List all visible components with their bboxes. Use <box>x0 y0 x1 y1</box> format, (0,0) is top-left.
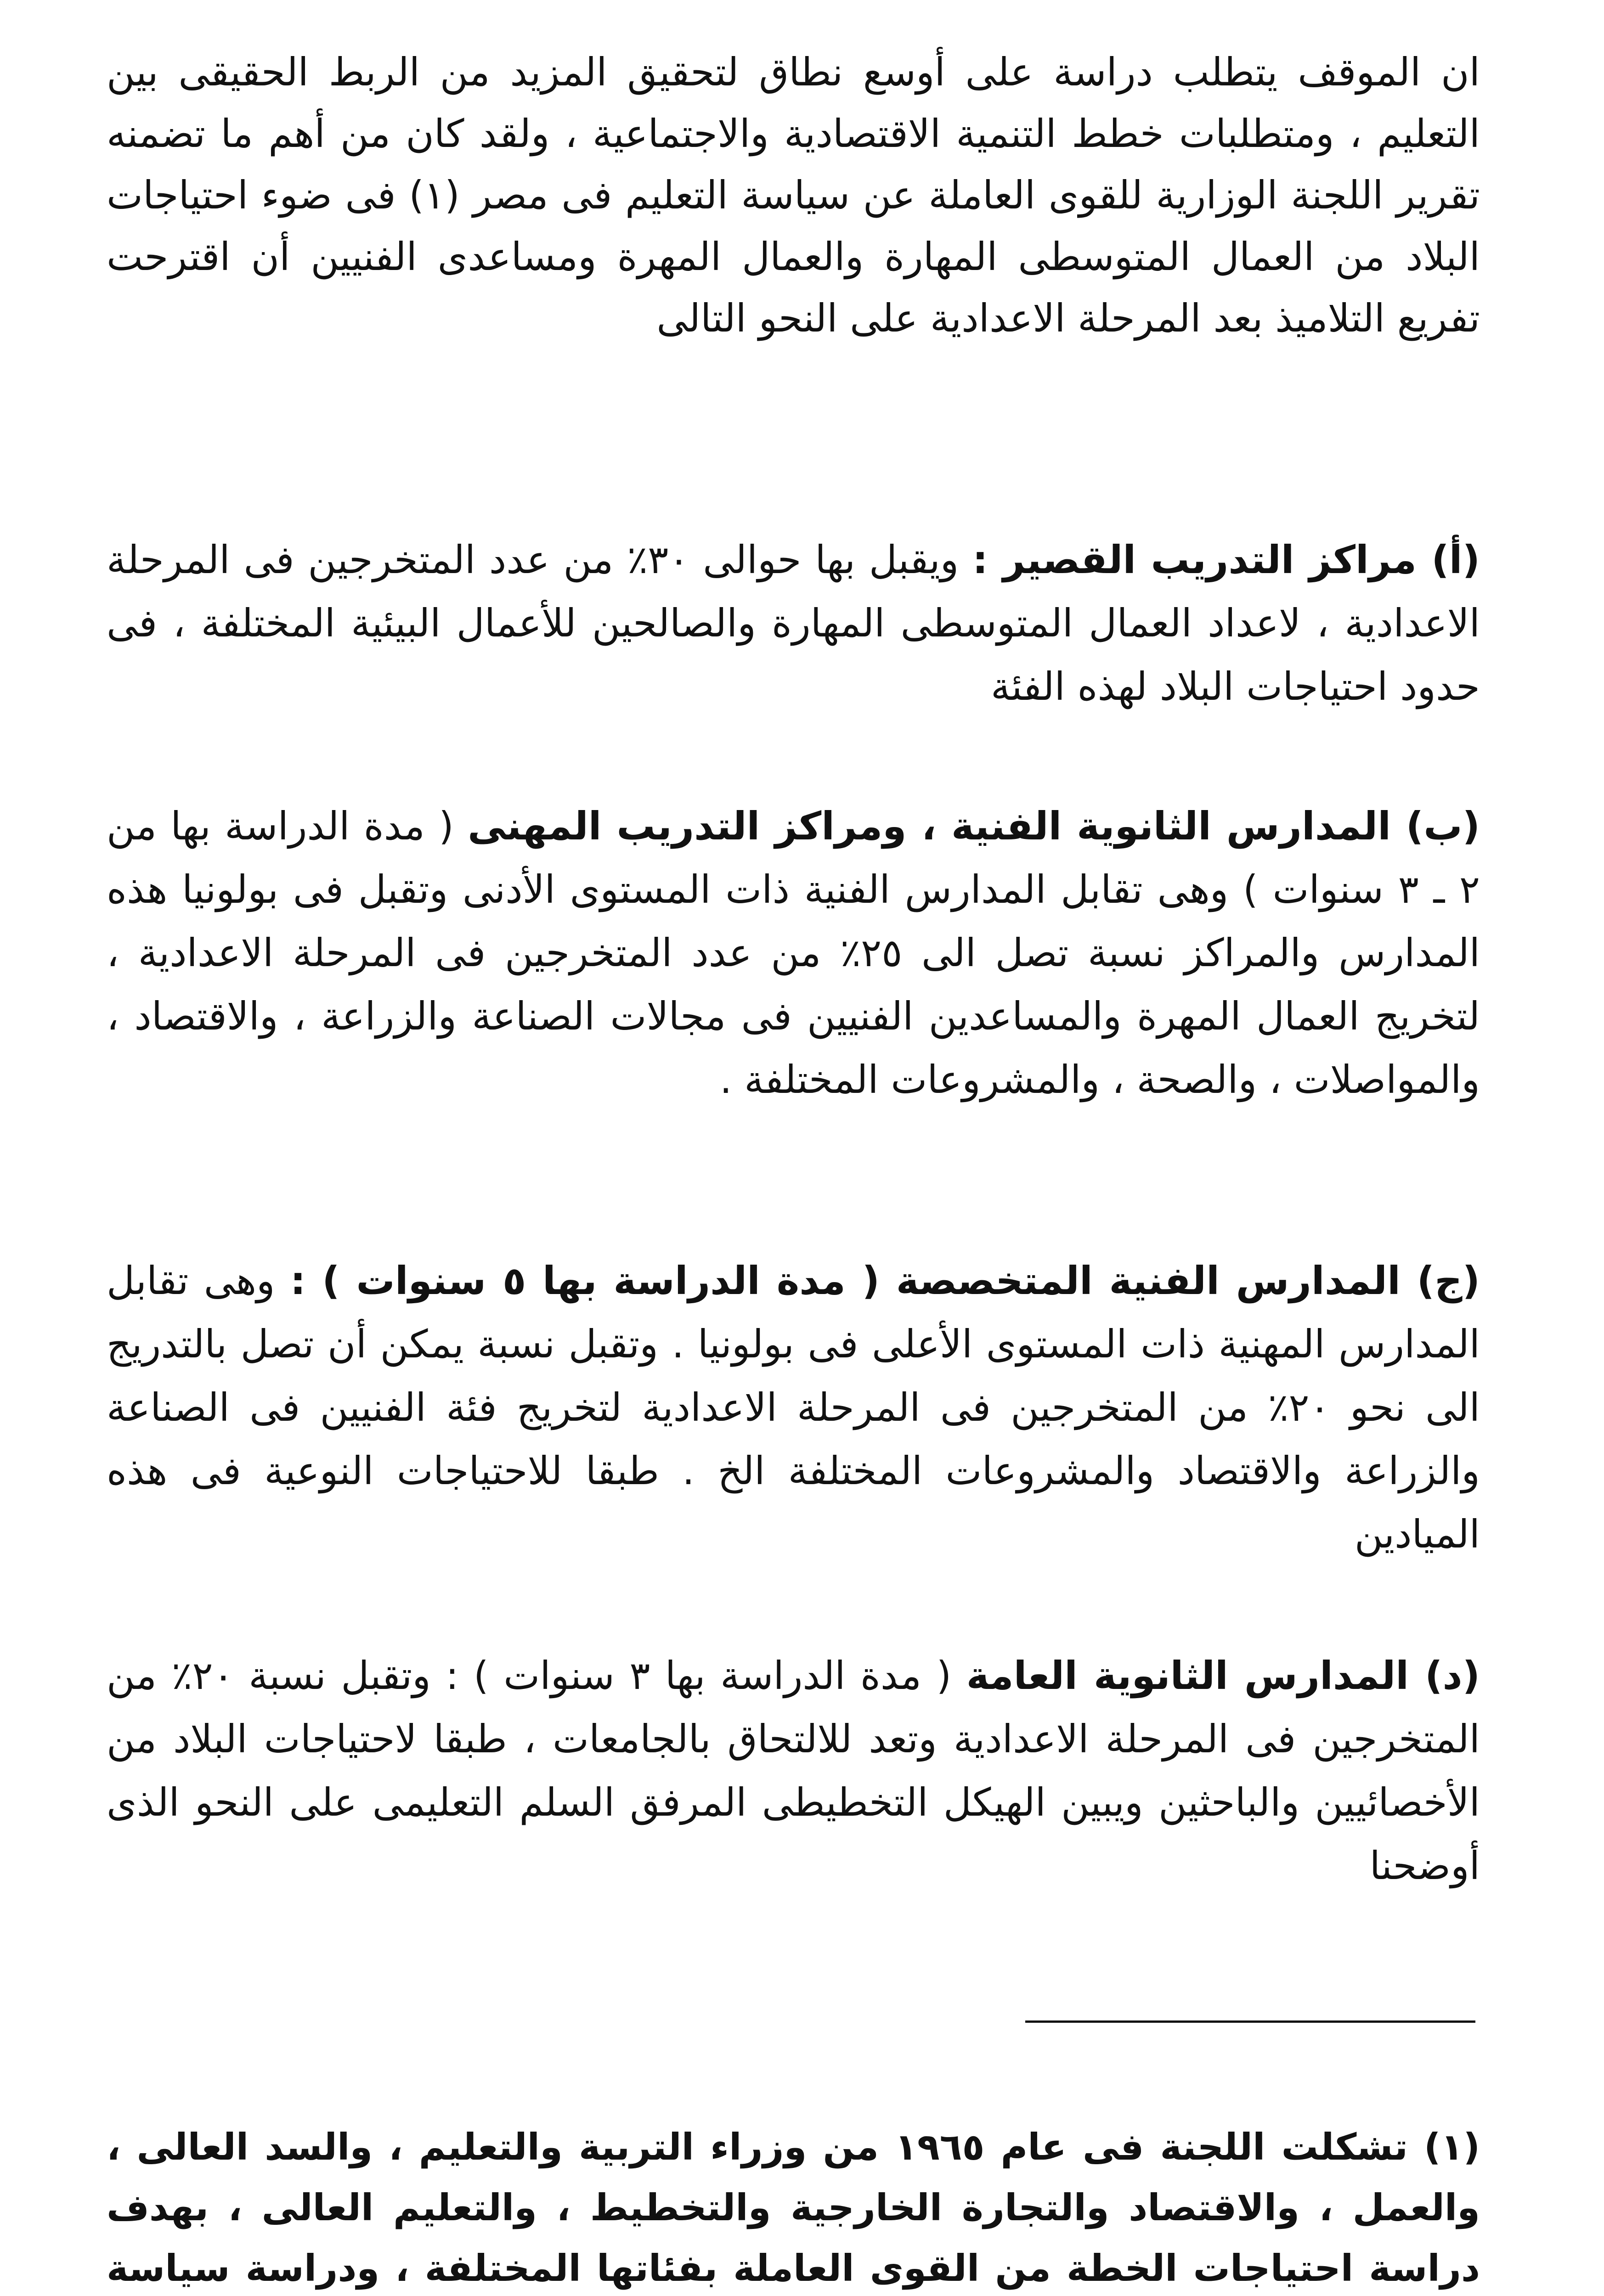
intro-paragraph <box>107 41 1480 349</box>
item-a-lead: (أ) مراكز التدريب القصير : <box>972 537 1480 582</box>
item-d-lead: (د) المدارس الثانوية العامة <box>966 1653 1480 1698</box>
item-c-lead: (ج) المدارس الفنية المتخصصة ( مدة الدراسة بها ٥ سنوات ) : <box>290 1258 1480 1303</box>
item-d-body: ( مدة الدراسة بها ٣ سنوات ) : وتقبل نسبة ٢٠٪ من المتخرجين فى المرحلة الاعدادية وتعد للالتحاق بالجامعات ، طبقا لاحتياجات البلاد من الأخصائيين والباحثين ويبين الهيكل التخطيطى المرفق السلم التعليمى على النحو الذى أوضحنا <box>107 1653 1480 1888</box>
item-b-body: ( مدة الدراسة بها من ٢ ـ ٣ سنوات ) وهى تقابل المدارس الفنية ذات المستوى الأدنى وتقبل فى بولونيا هذه المدارس والمراكز نسبة تصل الى ٢٥٪ من عدد المتخرجين فى المرحلة الاعدادية ، لتخريج العمال المهرة والمساعدين الفنيين فى مجالات الصناعة والزراعة ، والاقتصاد ، والمواصلات ، والصحة ، والمشروعات المختلفة . <box>107 804 1480 1102</box>
footnote-separator <box>1025 2020 1475 2023</box>
footnote <box>107 2117 1480 2296</box>
item-c-body: وهى تقابل المدارس المهنية ذات المستوى الأعلى فى بولونيا . وتقبل نسبة يمكن أن تصل بالتدريج الى نحو ٢٠٪ من المتخرجين فى المرحلة الاعدادية لتخريج فئة الفنيين فى الصناعة والزراعة والاقتصاد والمشروعات المختلفة الخ . طبقا للاحتياجات النوعية فى هذه الميادين <box>107 1258 1480 1557</box>
list-item-b <box>107 794 1480 1111</box>
list-item-a <box>107 528 1480 718</box>
item-a-body: ويقبل بها حوالى ٣٠٪ من عدد المتخرجين فى المرحلة الاعدادية ، لاعداد العمال المتوسطى المهارة والصالحين للأعمال البيئية المختلفة ، فى حدود احتياجات البلاد لهذه الفئة <box>107 537 1480 709</box>
footnote-text: (١) تشكلت اللجنة فى عام ١٩٦٥ من وزراء التربية والتعليم ، والسد العالى ، والعمل ، والاقتصاد والتجارة الخارجية والتخطيط ، والتعليم العالى ، بهدف دراسة احتياجات الخطة من القوى العاملة بفئاتها المختلفة ، ودراسة سياسة <box>107 2126 1480 2290</box>
item-b-lead: (ب) المدارس الثانوية الفنية ، ومراكز التدريب المهنى <box>468 804 1480 849</box>
intro-text: ان الموقف يتطلب دراسة على أوسع نطاق لتحقيق المزيد من الربط الحقيقى بين التعليم ، ومتطلبات خطط التنمية الاقتصادية والاجتماعية ، ولقد كان من أهم ما تضمنه تقرير اللجنة الوزارية للقوى العاملة عن سياسة التعليم فى مصر (١) فى ضوء احتياجات البلاد من العمال المتوسطى المهارة والعمال المهرة ومساعدى الفنيين أن اقترحت تفريع التلاميذ بعد المرحلة الاعدادية على النحو التالى <box>107 50 1480 341</box>
list-item-d <box>107 1644 1480 1897</box>
list-item-c <box>107 1249 1480 1566</box>
